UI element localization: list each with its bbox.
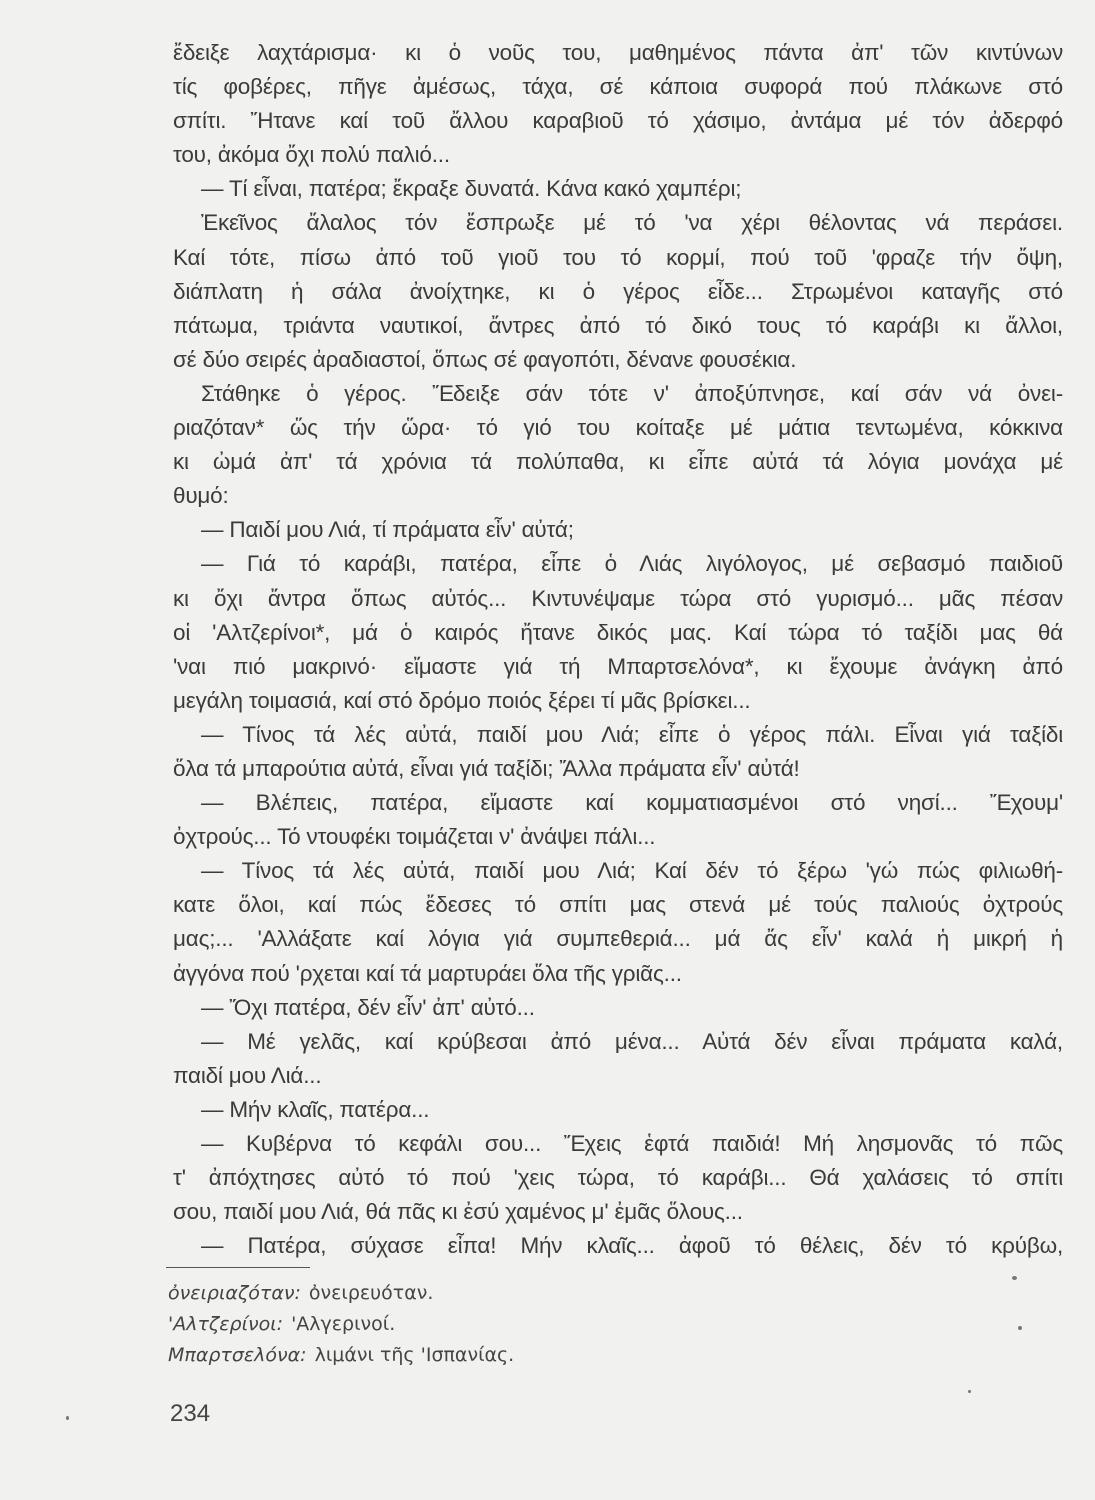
footnote [168, 1309, 514, 1340]
text-line: — Τίνος τά λές αὐτά, παιδί μου Λιά; Καί δέν τό ξέρω 'γώ πώς φιλιωθή- [201, 858, 1063, 884]
text-line: πάτωμα, τριάντα ναυτικοί, ἄντρες ἀπό τό δικό τους τό καράβι κι ἄλλοι, [173, 312, 1063, 338]
text-line: οἱ 'Αλτζερίνοι*, μά ὁ καιρός ἤτανε δικός μας. Καί τώρα τό ταξίδι μας θά [173, 619, 1063, 645]
footnote-gloss: ὀνειρευόταν. [308, 1282, 434, 1304]
text-line: — Τί εἶναι, πατέρα; ἔκραξε δυνατά. Κάνα κακό χαμπέρι; [201, 176, 742, 202]
text-line: ὅλα τά μπαρούτια αὐτά, εἶναι γιά ταξίδι; Ἄλλα πράματα εἶν' αὐτά! [173, 755, 800, 781]
footnotes [168, 1278, 514, 1371]
footnote-term: Μπαρτσελόνα: [168, 1344, 307, 1366]
text-line: του, ἀκόμα ὄχι πολύ παλιό... [173, 142, 450, 168]
text-line: παιδί μου Λιά... [173, 1062, 322, 1088]
text-line: ἔδειξε λαχτάρισμα· κι ὁ νοῦς του, μαθημένος πάντα ἀπ' τῶν κιντύνων [173, 40, 1063, 65]
page-number: 234 [170, 1400, 211, 1427]
scan-speck [66, 1416, 69, 1420]
text-line: — Κυβέρνα τό κεφάλι σου... Ἔχεις ἑφτά παιδιά! Μή λησμονᾶς τό πῶς [201, 1131, 1063, 1156]
text-line: — Πατέρα, σύχασε εἶπα! Μήν κλαῖς... ἀφοῦ τό θέλεις, δέν τό κρύβω, [201, 1233, 1063, 1259]
text-line: μας;... 'Αλλάξατε καί λόγια γιά συμπεθεριά... μά ἄς εἶν' καλά ἡ μικρή ἡ [173, 926, 1063, 952]
text-line: — Παιδί μου Λιά, τί πράματα εἶν' αὐτά; [201, 517, 574, 543]
footnote [168, 1340, 514, 1371]
text-line: σου, παιδί μου Λιά, θά πᾶς κι ἐσύ χαμένος μ' ἐμᾶς ὅλους... [173, 1199, 743, 1225]
footnote-term: 'Αλτζερίνοι: [168, 1313, 284, 1335]
text-line: 'ναι πιό μακρινό· εἴμαστε γιά τή Μπαρτσελόνα*, κι ἔχουμε ἀνάγκη ἀπό [173, 653, 1063, 679]
text-line: — Ὄχι πατέρα, δέν εἶν' ἀπ' αὐτό... [201, 994, 535, 1020]
text-line: σπίτι. Ἤτανε καί τοῦ ἄλλου καραβιοῦ τό χάσιμο, ἀντάμα μέ τόν ἀδερφό [173, 108, 1063, 134]
footnote-term: ὀνειριαζόταν: [168, 1282, 301, 1304]
footnote-gloss: λιμάνι τῆς 'Ισπανίας. [314, 1344, 515, 1366]
footnote-gloss: 'Αλγερινοί. [291, 1313, 396, 1335]
text-line: σέ δύο σειρές ἀραδιαστοί, ὅπως σέ φαγοπότι, δένανε φουσέκια. [173, 346, 797, 372]
text-line: — Βλέπεις, πατέρα, εἴμαστε καί κομματιασμένοι στό νησί... Ἔχουμ' [201, 790, 1063, 816]
text-line: Καί τότε, πίσω ἀπό τοῦ γιοῦ του τό κορμί, πού τοῦ 'φραζε τήν ὄψη, [173, 244, 1063, 270]
footnote-divider [166, 1267, 310, 1268]
text-line: Ἐκεῖνος ἄλαλος τόν ἔσπρωξε μέ τό 'να χέρι θέλοντας νά περάσει. [201, 210, 1063, 236]
text-line: τ' ἀπόχτησες αὐτό τό πού 'χεις τώρα, τό καράβι... Θά χαλάσεις τό σπίτι [173, 1165, 1063, 1191]
text-line: θυμό: [173, 483, 229, 509]
text-line: κατε ὅλοι, καί πώς ἔδεσες τό σπίτι μας στενά μέ τούς παλιούς ὀχτρούς [173, 892, 1063, 918]
text-line: μεγάλη τοιμασιά, καί στό δρόμο ποιός ξέρει τί μᾶς βρίσκει... [173, 687, 751, 713]
text-line: ριαζόταν* ὥς τήν ὥρα· τό γιό του κοίταξε μέ μάτια τεντωμένα, κόκκινα [173, 415, 1063, 441]
text-line: κι ὠμά ἀπ' τά χρόνια τά πολύπαθα, κι εἶπε αὐτά τά λόγια μονάχα μέ [173, 449, 1063, 475]
text-line: διάπλατη ἡ σάλα ἀνοίχτηκε, κι ὁ γέρος εἶδε... Στρωμένοι καταγῆς στό [173, 278, 1063, 304]
body-text [173, 36, 1063, 1263]
scan-speck [1012, 1276, 1017, 1280]
text-line: ὀχτρούς... Τό ντουφέκι τοιμάζεται ν' ἀνάψει πάλι... [173, 824, 656, 850]
text-line: — Μέ γελᾶς, καί κρύβεσαι ἀπό μένα... Αὐτά δέν εἶναι πράματα καλά, [201, 1028, 1063, 1054]
text-line: — Μήν κλαῖς, πατέρα... [201, 1096, 430, 1122]
scan-speck [968, 1390, 971, 1393]
text-line: ἀγγόνα πού 'ρχεται καί τά μαρτυράει ὅλα τῆς γριᾶς... [173, 960, 682, 986]
text-line: κι ὄχι ἄντρα ὅπως αὐτός... Κιντυνέψαμε τώρα στό γυρισμό... μᾶς πέσαν [173, 585, 1063, 611]
footnote [168, 1278, 514, 1309]
text-line: — Τίνος τά λές αὐτά, παιδί μου Λιά; εἶπε ὁ γέρος πάλι. Εἶναι γιά ταξίδι [201, 721, 1063, 747]
text-line: τίς φοβέρες, πῆγε ἀμέσως, τάχα, σέ κάποια συφορά πού πλάκωνε στό [173, 74, 1063, 100]
text-line: — Γιά τό καράβι, πατέρα, εἶπε ὁ Λιάς λιγόλογος, μέ σεβασμό παιδιοῦ [201, 551, 1063, 577]
scan-speck [1018, 1326, 1022, 1330]
text-line: Στάθηκε ὁ γέρος. Ἔδειξε σάν τότε ν' ἀποξύπνησε, καί σάν νά ὀνει- [201, 380, 1063, 406]
